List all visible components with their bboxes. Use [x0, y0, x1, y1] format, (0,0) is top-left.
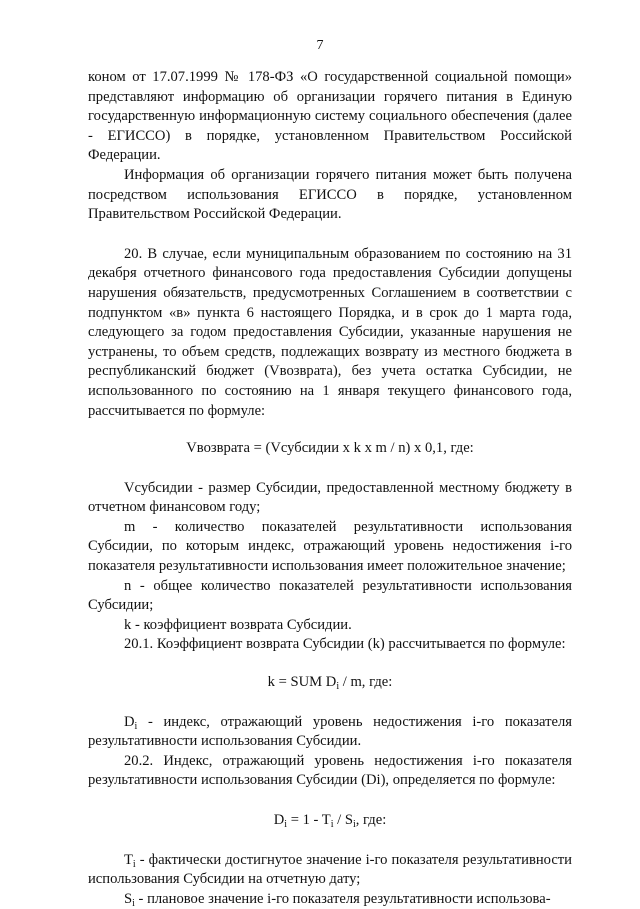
paragraph-egisso-access: Информация об организации горячего питания может быть получена посредством использования ЕГИССО в порядке, установленном Правительством Российской Федерации.: [88, 166, 572, 223]
definition-m: m - количество показателей результативности использования Субсидии, по которым индекс, отражающий уровень недостижения i-го показателя результативности использования имеет положительное значение;: [88, 518, 572, 575]
definition-k: k - коэффициент возврата Субсидии.: [124, 616, 352, 633]
paragraph-section-20: 20. В случае, если муниципальным образованием по состоянию на 31 декабря отчетного финансового года предоставления Субсидии допущены нарушения обязательств, предусмотренных Соглашением в соответствии с подпунктом «в» пункта 6 настоящего Порядка, и в срок до 1 марта года, следующего за годом предоставления Субсидии, указанные нарушения не устранены, то объем средств, подлежащих возврату из местного бюджета в республиканский бюджет (Vвозврата), без учета остатка Субсидии, не использованного по состоянию на 1 января текущего финансового года, рассчитывается по формуле:: [88, 245, 572, 419]
formula-refund-volume: Vвозврата = (Vсубсидии x k x m / n) x 0,1, где:: [186, 440, 474, 457]
section-gap: [88, 225, 572, 245]
document-body: [88, 68, 572, 909]
formula-coefficient-k: k = SUM $D_i$ / m, где:: [267, 674, 393, 693]
paragraph-section-20-2: 20.2. Индекс, отражающий уровень недостижения i-го показателя результативности использования Субсидии (Di), определяется по формуле:: [88, 752, 572, 789]
definition-t-actual: $T_i$ - фактически достигнутое значение i-го показателя результативности использования Субсидии на отчетную дату;: [88, 851, 572, 888]
definition-s-planned: $S_i$ - плановое значение i-го показателя результативности использова-: [124, 890, 551, 909]
formula-index-d: $D_i = 1 - T_i / S_i$, где:: [273, 812, 387, 830]
page-number: 7: [316, 38, 324, 53]
definition-d-index: $D_i$ - индекс, отражающий уровень недостижения i-го показателя результативности использования Субсидии.: [88, 713, 572, 750]
definition-n: n - общее количество показателей результативности использования Субсидии;: [88, 577, 572, 614]
definition-v-subsidy: Vсубсидии - размер Субсидии, предоставленной местному бюджету в отчетном финансовом году;: [88, 479, 572, 516]
paragraph-egisso-info: коном от 17.07.1999 № 178-ФЗ «О государственной социальной помощи» представляют информацию об организации горячего питания в Единую государственную информационную систему социального обеспечения (далее - ЕГИССО) в порядке, установленном Правительством Российской Федерации.: [88, 69, 572, 164]
paragraph-section-20-1: 20.1. Коэффициент возврата Субсидии (k) рассчитывается по формуле:: [124, 636, 566, 653]
